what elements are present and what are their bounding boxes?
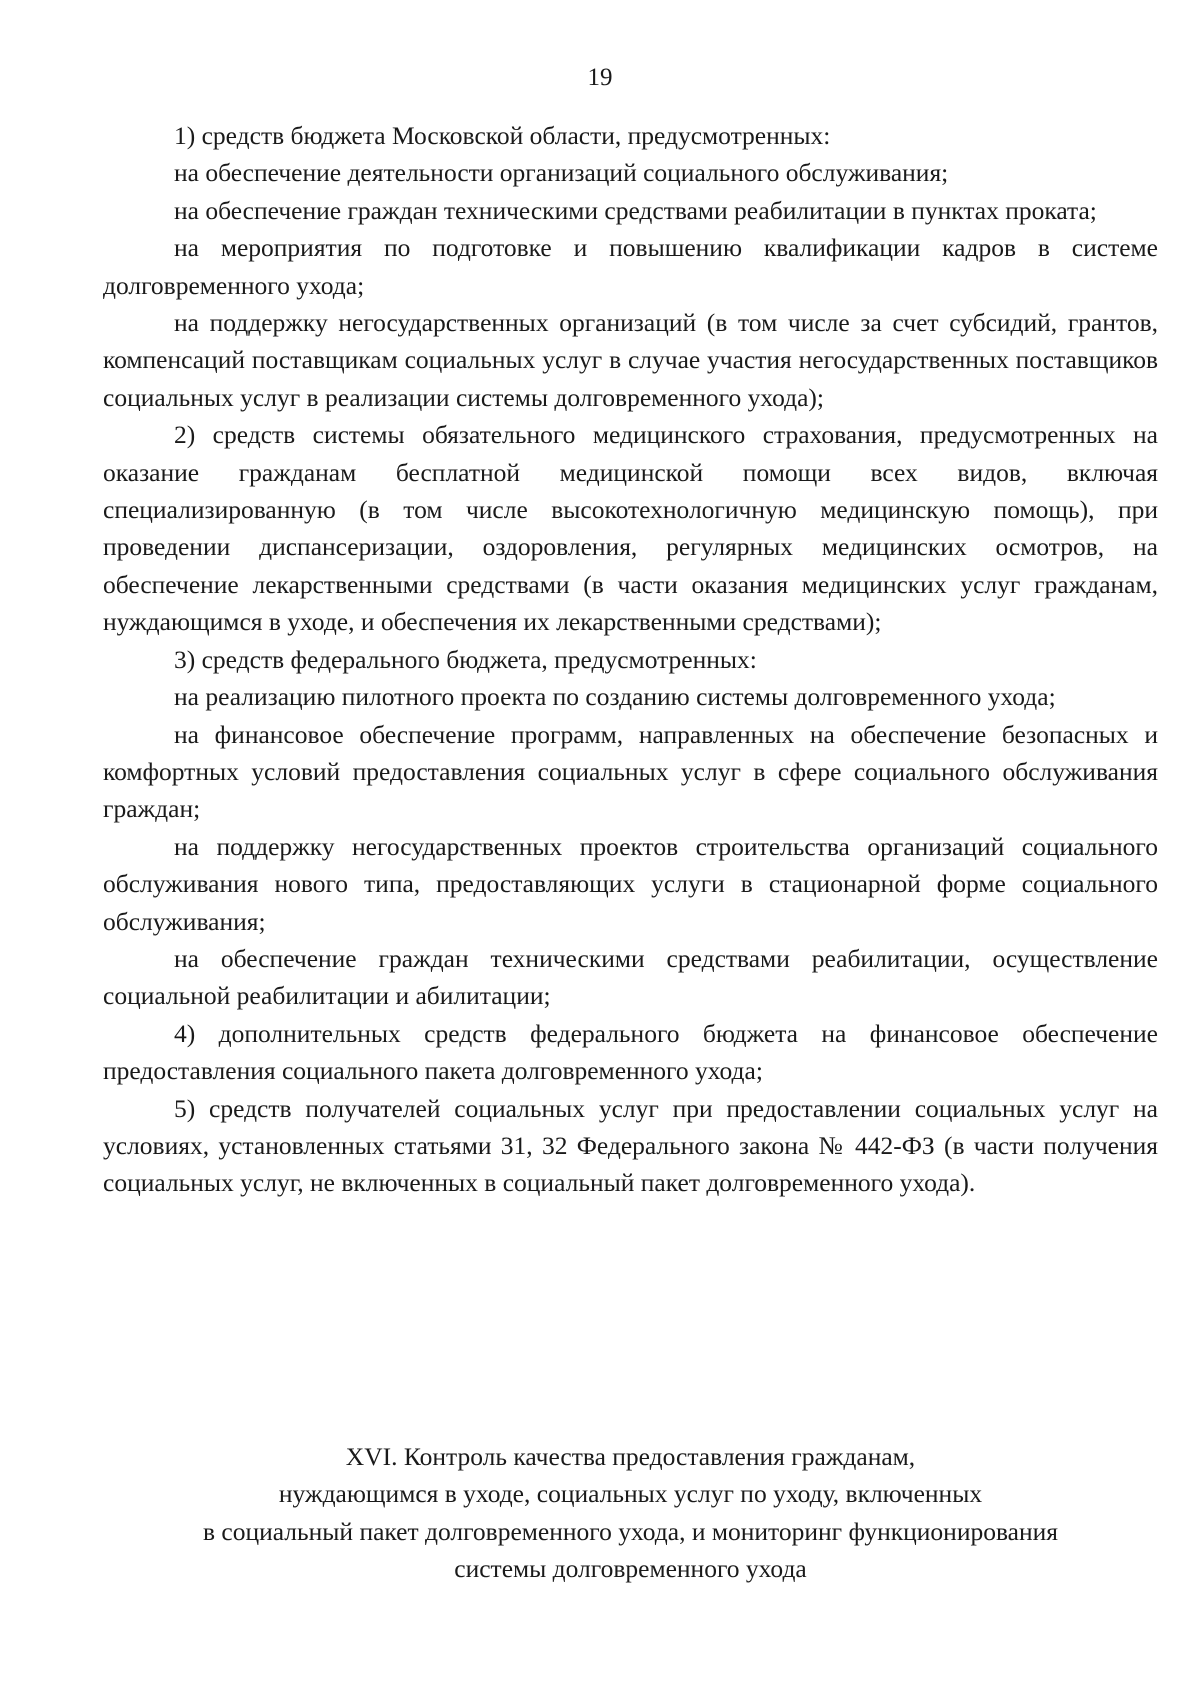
paragraph-construction-projects: на поддержку негосударственных проектов строительства организаций социального обслуживания нового типа, предоставляющих услуги в стационарной форме социального обслуживания; xyxy=(103,831,1158,936)
section-heading-line: в социальный пакет долговременного ухода, и мониторинг функционирования xyxy=(202,1516,1059,1546)
paragraph-medical-insurance: 2) средств системы обязательного медицинского страхования, предусмотренных на оказание гражданам бесплатной медицинской помощи всех видов, включая специализированную (в том числе высокотехнологичную медицинскую помощь), при проведении диспансеризации, оздоровления, регулярных медицинских осмотров, на обеспечение лекарственными средствами (в части оказания медицинских услуг гражданам, нуждающимся в уходе, и обеспечения их лекарственными средствами); xyxy=(103,420,1158,637)
paragraph-social-organizations: на обеспечение деятельности организаций социального обслуживания; xyxy=(174,158,949,188)
section-heading xyxy=(103,1438,1158,1588)
section-heading-line: системы долговременного ухода xyxy=(454,1554,807,1584)
section-heading-line: XVI. Контроль качества предоставления гражданам, xyxy=(345,1442,916,1471)
page-number: 19 xyxy=(587,64,613,91)
paragraph-budget-moscow-region: 1) средств бюджета Московской области, предусмотренных: xyxy=(174,121,831,150)
paragraph-nongovernmental-support: на поддержку негосударственных организаций (в том числе за счет субсидий, грантов, компенсаций поставщикам социальных услуг в случае участия негосударственных поставщиков социальных услуг в реализации системы долговременного ухода); xyxy=(103,308,1158,412)
paragraph-federal-budget: 3) средств федерального бюджета, предусмотренных: xyxy=(174,644,757,674)
paragraph-additional-federal: 4) дополнительных средств федерального бюджета на финансовое обеспечение предоставления социального пакета долговременного ухода; xyxy=(103,1018,1158,1086)
paragraph-rehabilitation-means: на обеспечение граждан техническими средствами реабилитации, осуществление социальной реабилитации и абилитации; xyxy=(103,943,1158,1011)
paragraph-pilot-project: на реализацию пилотного проекта по созданию системы долговременного ухода; xyxy=(174,682,1056,712)
paragraph-recipients-funds: 5) средств получателей социальных услуг при предоставлении социальных услуг на условиях, установленных статьями 31, 32 Федерального закона № 442-ФЗ (в части получения социальных услуг, не включенных в социальный пакет долговременного ухода). xyxy=(103,1093,1158,1198)
paragraph-staff-training: на мероприятия по подготовке и повышению квалификации кадров в системе долговременного ухода; xyxy=(103,233,1158,300)
paragraph-safe-conditions: на финансовое обеспечение программ, направленных на обеспечение безопасных и комфортных условий предоставления социальных услуг в сфере социального обслуживания граждан; xyxy=(103,719,1158,824)
document-body xyxy=(103,117,1158,1202)
section-heading-line: нуждающимся в уходе, социальных услуг по уходу, включенных xyxy=(278,1479,983,1509)
paragraph-rehabilitation-rental: на обеспечение граждан техническими средствами реабилитации в пунктах проката; xyxy=(174,195,1097,225)
